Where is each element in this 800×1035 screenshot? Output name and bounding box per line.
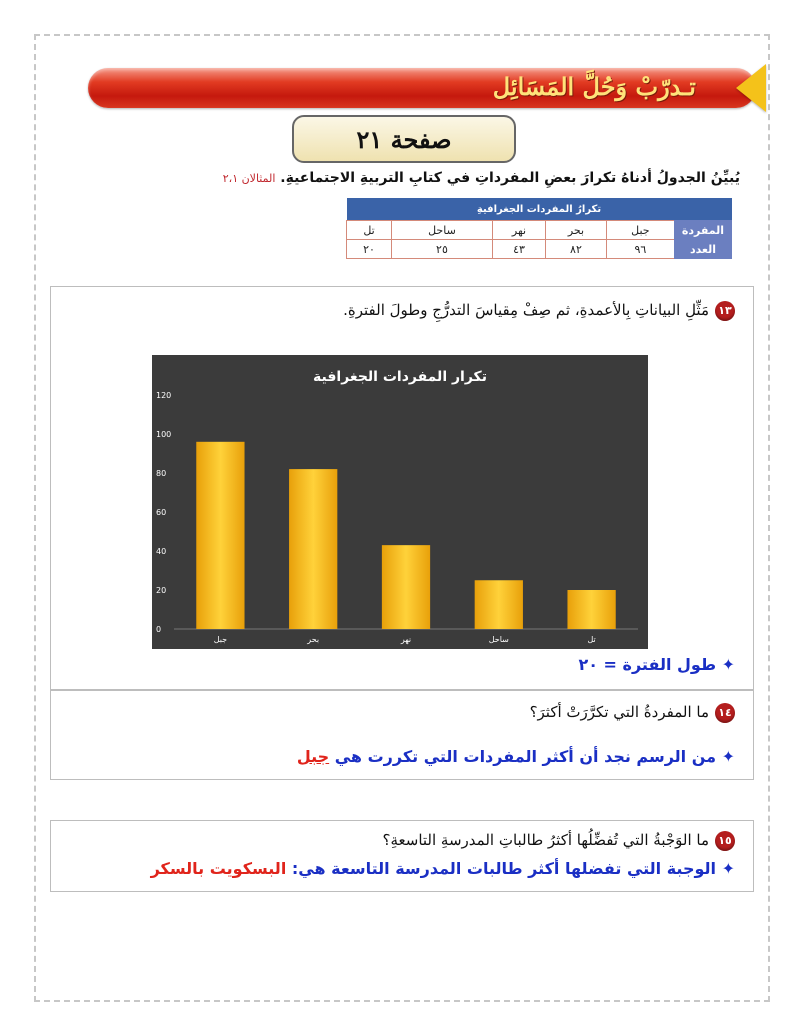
answer-value: جبل [296,747,330,766]
y-tick-label: 80 [156,469,167,478]
bar-3 [382,545,430,629]
y-tick-label: 60 [156,508,167,517]
x-tick-label: نهر [400,635,412,644]
bar-chart [152,355,648,649]
row-header-word: المفردة [675,221,732,240]
chart-title: تكرار المفردات الجغرافية [313,369,487,385]
question-15-section [50,820,754,892]
question-number-badge: ١٣ [715,301,735,321]
row-header-count: العدد [675,240,732,259]
question-text: مَثِّلِ البياناتِ بِالأعمدةِ، ثم صِفْ مِقياسَ التدرُّجِ وطولَ الفترةِ. [343,301,709,319]
table-cell: ٤٣ [492,240,545,259]
bar-4 [475,580,523,629]
question-14 [530,703,735,723]
x-tick-label: ساحل [488,635,509,644]
table-caption: تكرارُ المفردات الجغرافيةِ [347,198,732,221]
table-row [347,240,732,259]
x-tick-label: بحر [307,635,320,644]
table-cell: تل [347,221,392,240]
answer-prefix: ✦ الوجبة التي تفضلها أكثر طالبات المدرسة التاسعة هي: [286,859,735,878]
table-cell: ٢٥ [392,240,493,259]
table-cell: بحر [546,221,607,240]
answer-13: ✦ طول الفترة = ٢٠ [578,655,735,674]
question-13 [343,301,735,321]
x-tick-label: جبل [213,635,228,644]
bar-2 [289,469,337,629]
intro-text [40,170,740,186]
question-text: ما الوَجْبةُ التي تُفضِّلُها أكثرُ طالباتِ المدرسةِ التاسعةِ؟ [382,831,709,849]
table-row [347,221,732,240]
table-cell: نهر [492,221,545,240]
y-tick-label: 120 [156,391,172,400]
bar-chart-svg [152,355,648,649]
y-tick-label: 20 [156,586,167,595]
question-15 [383,831,735,851]
question-text: ما المفردةُ التي تكرَّرَتْ أكثرَ؟ [529,703,709,721]
question-number-badge: ١٥ [715,831,735,851]
table-cell: ٨٢ [546,240,607,259]
table-cell: ٩٦ [606,240,674,259]
intro-reference: المثالان ٢،١ [222,172,276,185]
y-tick-label: 100 [156,430,172,439]
answer-15 [151,859,735,878]
table-cell: ٢٠ [347,240,392,259]
bar-1 [196,442,244,629]
table-cell: ساحل [392,221,493,240]
banner-title: تـدرّبْ وَحُلَّ المَسَائِل [492,72,696,101]
bar-5 [567,590,615,629]
y-tick-label: 40 [156,547,167,556]
section-banner [88,68,756,108]
answer-prefix: ✦ من الرسم نجد أن أكثر المفردات التي تكررت هي [329,747,735,766]
page-number-label: صفحة ٢١ [292,115,516,163]
y-tick-label: 0 [156,625,162,634]
frequency-table [346,198,732,259]
x-tick-label: تل [587,635,596,644]
answer-value: البسكويت بالسكر [150,859,287,878]
question-number-badge: ١٤ [715,703,735,723]
banner-arrow-icon [736,64,766,112]
intro-sentence: يُبيِّنُ الجدولُ أدناهُ تكرارَ بعضِ المفرداتِ في كتابِ التربيةِ الاجتماعيةِ. [280,170,740,186]
question-14-section [50,690,754,780]
table-cell: جبل [606,221,674,240]
answer-14 [297,747,735,766]
